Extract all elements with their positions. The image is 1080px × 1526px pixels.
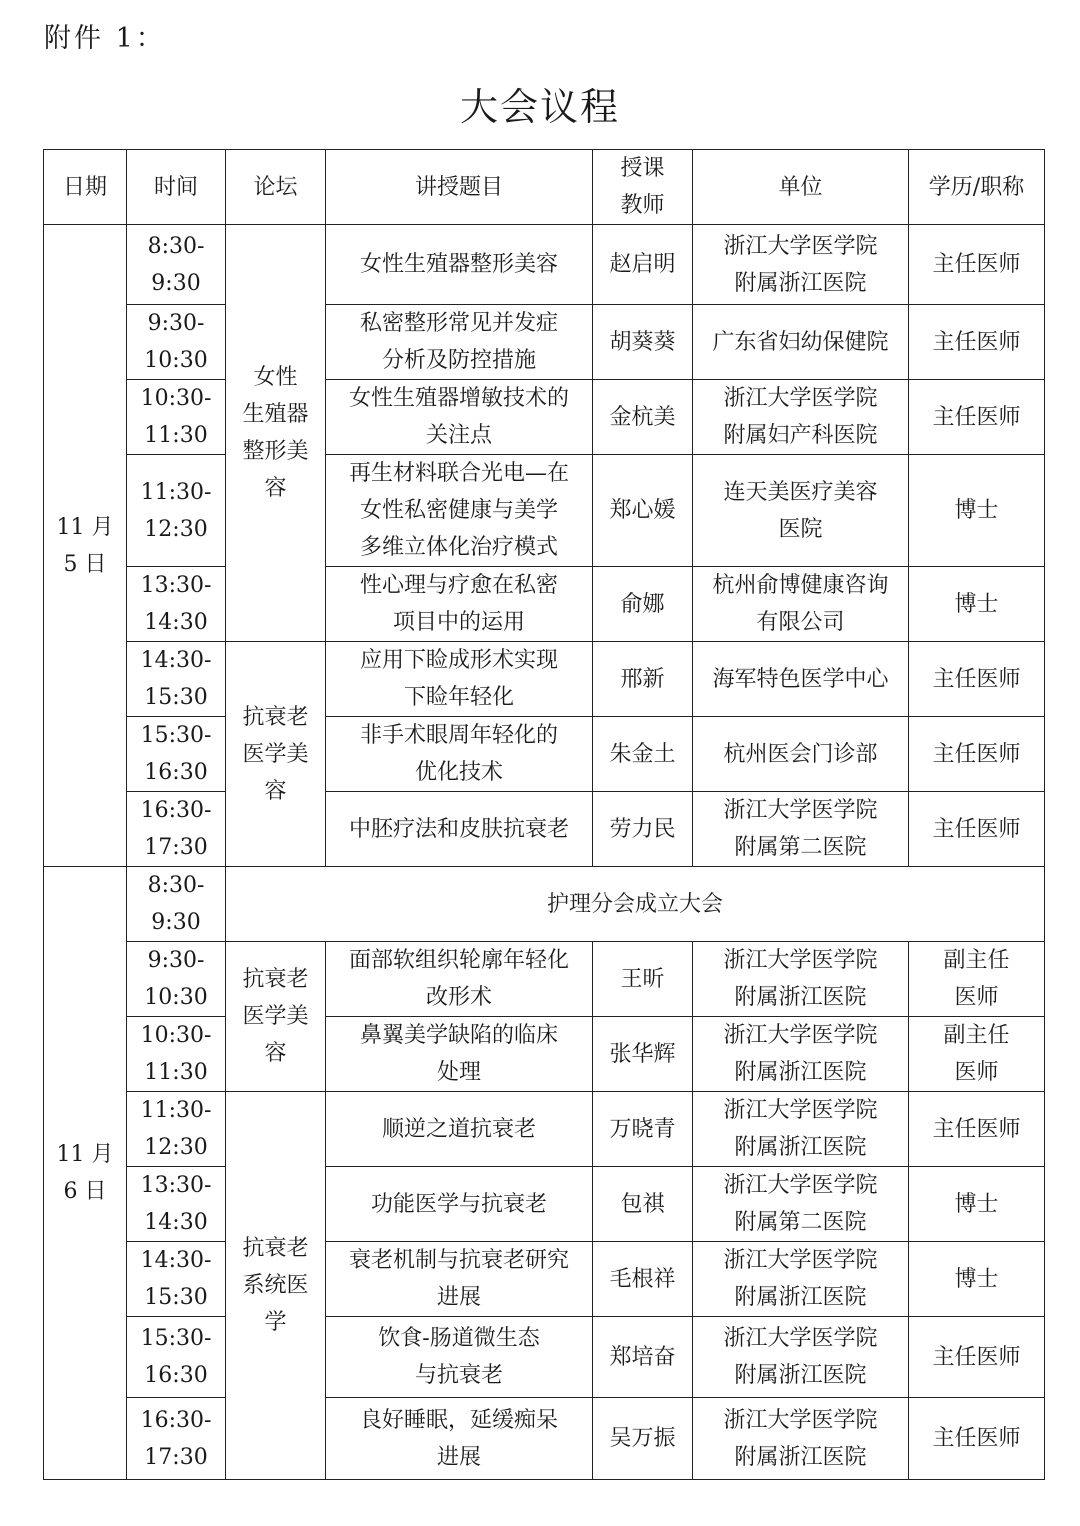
topic-cell: 中胚疗法和皮肤抗衰老 — [326, 792, 593, 867]
teacher-cell: 包祺 — [593, 1167, 693, 1242]
time-cell: 8:30- 9:30 — [127, 867, 226, 942]
table-row — [44, 792, 1045, 867]
teacher-cell: 邢新 — [593, 642, 693, 717]
rank-cell: 博士 — [909, 1242, 1045, 1317]
unit-cell: 浙江大学医学院 附属浙江医院 — [693, 1242, 909, 1317]
teacher-cell: 朱金土 — [593, 717, 693, 792]
teacher-cell: 胡葵葵 — [593, 305, 693, 380]
unit-cell: 浙江大学医学院 附属浙江医院 — [693, 1398, 909, 1480]
teacher-cell: 劳力民 — [593, 792, 693, 867]
topic-cell: 衰老机制与抗衰老研究 进展 — [326, 1242, 593, 1317]
rank-cell: 主任医师 — [909, 792, 1045, 867]
table-row — [44, 942, 1045, 1017]
teacher-cell: 吴万振 — [593, 1398, 693, 1480]
table-row — [44, 1017, 1045, 1092]
header-topic: 讲授题目 — [326, 150, 593, 225]
rank-cell: 博士 — [909, 455, 1045, 567]
rank-cell: 副主任 医师 — [909, 942, 1045, 1017]
topic-cell: 女性生殖器增敏技术的 关注点 — [326, 380, 593, 455]
time-cell: 14:30- 15:30 — [127, 642, 226, 717]
rank-cell: 主任医师 — [909, 1317, 1045, 1398]
rank-cell: 主任医师 — [909, 717, 1045, 792]
table-row — [44, 455, 1045, 567]
time-cell: 15:30- 16:30 — [127, 717, 226, 792]
rank-cell: 主任医师 — [909, 1092, 1045, 1167]
teacher-cell: 王昕 — [593, 942, 693, 1017]
time-cell: 14:30- 15:30 — [127, 1242, 226, 1317]
rank-cell: 主任医师 — [909, 642, 1045, 717]
rank-cell: 博士 — [909, 567, 1045, 642]
rank-cell: 主任医师 — [909, 305, 1045, 380]
time-cell: 15:30- 16:30 — [127, 1317, 226, 1398]
table-row — [44, 1398, 1045, 1480]
unit-cell: 浙江大学医学院 附属浙江医院 — [693, 1017, 909, 1092]
table-row — [44, 305, 1045, 380]
rank-cell: 副主任 医师 — [909, 1017, 1045, 1092]
time-cell: 13:30- 14:30 — [127, 567, 226, 642]
teacher-cell: 张华辉 — [593, 1017, 693, 1092]
header-time: 时间 — [127, 150, 226, 225]
teacher-cell: 赵启明 — [593, 225, 693, 305]
header-unit: 单位 — [693, 150, 909, 225]
time-cell: 10:30- 11:30 — [127, 1017, 226, 1092]
rank-cell: 主任医师 — [909, 225, 1045, 305]
teacher-cell: 万晓青 — [593, 1092, 693, 1167]
table-row — [44, 717, 1045, 792]
table-row — [44, 1167, 1045, 1242]
header-date: 日期 — [44, 150, 127, 225]
time-cell: 9:30- 10:30 — [127, 305, 226, 380]
header-teacher: 授课 教师 — [593, 150, 693, 225]
table-row — [44, 642, 1045, 717]
unit-cell: 浙江大学医学院 附属浙江医院 — [693, 1092, 909, 1167]
rank-cell: 主任医师 — [909, 380, 1045, 455]
unit-cell: 浙江大学医学院 附属第二医院 — [693, 1167, 909, 1242]
time-cell: 8:30- 9:30 — [127, 225, 226, 305]
topic-cell: 顺逆之道抗衰老 — [326, 1092, 593, 1167]
time-cell: 11:30- 12:30 — [127, 1092, 226, 1167]
teacher-cell: 俞娜 — [593, 567, 693, 642]
topic-cell: 非手术眼周年轻化的 优化技术 — [326, 717, 593, 792]
forum-cell: 抗衰老 系统医 学 — [226, 1092, 326, 1480]
unit-cell: 浙江大学医学院 附属第二医院 — [693, 792, 909, 867]
topic-cell: 饮食-肠道微生态 与抗衰老 — [326, 1317, 593, 1398]
forum-cell: 抗衰老 医学美 容 — [226, 942, 326, 1092]
agenda-table — [43, 149, 1045, 1480]
teacher-cell: 郑培奋 — [593, 1317, 693, 1398]
unit-cell: 杭州俞博健康咨询 有限公司 — [693, 567, 909, 642]
time-cell: 9:30- 10:30 — [127, 942, 226, 1017]
unit-cell: 浙江大学医学院 附属浙江医院 — [693, 1317, 909, 1398]
table-row — [44, 1317, 1045, 1398]
unit-cell: 浙江大学医学院 附属妇产科医院 — [693, 380, 909, 455]
time-cell: 10:30- 11:30 — [127, 380, 226, 455]
attachment-label: 附件 1： — [44, 23, 166, 54]
teacher-cell: 金杭美 — [593, 380, 693, 455]
teacher-cell: 毛根祥 — [593, 1242, 693, 1317]
table-row — [44, 225, 1045, 305]
topic-cell: 功能医学与抗衰老 — [326, 1167, 593, 1242]
topic-cell: 女性生殖器整形美容 — [326, 225, 593, 305]
rank-cell: 主任医师 — [909, 1398, 1045, 1480]
unit-cell: 连天美医疗美容 医院 — [693, 455, 909, 567]
date-cell-day2: 11 月 6 日 — [44, 867, 127, 1480]
topic-cell: 应用下睑成形术实现 下睑年轻化 — [326, 642, 593, 717]
table-row — [44, 867, 1045, 942]
topic-cell: 私密整形常见并发症 分析及防控措施 — [326, 305, 593, 380]
topic-cell: 性心理与疗愈在私密 项目中的运用 — [326, 567, 593, 642]
time-cell: 16:30- 17:30 — [127, 1398, 226, 1480]
time-cell: 11:30- 12:30 — [127, 455, 226, 567]
header-title: 学历/职称 — [909, 150, 1045, 225]
forum-cell: 女性 生殖器 整形美 容 — [226, 225, 326, 642]
forum-cell: 抗衰老 医学美 容 — [226, 642, 326, 867]
page-title: 大会议程 — [459, 85, 620, 129]
table-row — [44, 1242, 1045, 1317]
header-row — [44, 150, 1045, 225]
topic-cell: 良好睡眠，延缓痴呆 进展 — [326, 1398, 593, 1480]
teacher-cell: 郑心媛 — [593, 455, 693, 567]
header-forum: 论坛 — [226, 150, 326, 225]
unit-cell: 广东省妇幼保健院 — [693, 305, 909, 380]
time-cell: 16:30- 17:30 — [127, 792, 226, 867]
unit-cell: 海军特色医学中心 — [693, 642, 909, 717]
topic-cell: 鼻翼美学缺陷的临床 处理 — [326, 1017, 593, 1092]
opening-event-cell: 护理分会成立大会 — [226, 867, 1045, 942]
table-row — [44, 567, 1045, 642]
rank-cell: 博士 — [909, 1167, 1045, 1242]
table-row — [44, 1092, 1045, 1167]
unit-cell: 浙江大学医学院 附属浙江医院 — [693, 225, 909, 305]
unit-cell: 浙江大学医学院 附属浙江医院 — [693, 942, 909, 1017]
unit-cell: 杭州医会门诊部 — [693, 717, 909, 792]
topic-cell: 面部软组织轮廓年轻化 改形术 — [326, 942, 593, 1017]
topic-cell: 再生材料联合光电—在 女性私密健康与美学 多维立体化治疗模式 — [326, 455, 593, 567]
date-cell-day1: 11 月 5 日 — [44, 225, 127, 867]
table-row — [44, 380, 1045, 455]
time-cell: 13:30- 14:30 — [127, 1167, 226, 1242]
